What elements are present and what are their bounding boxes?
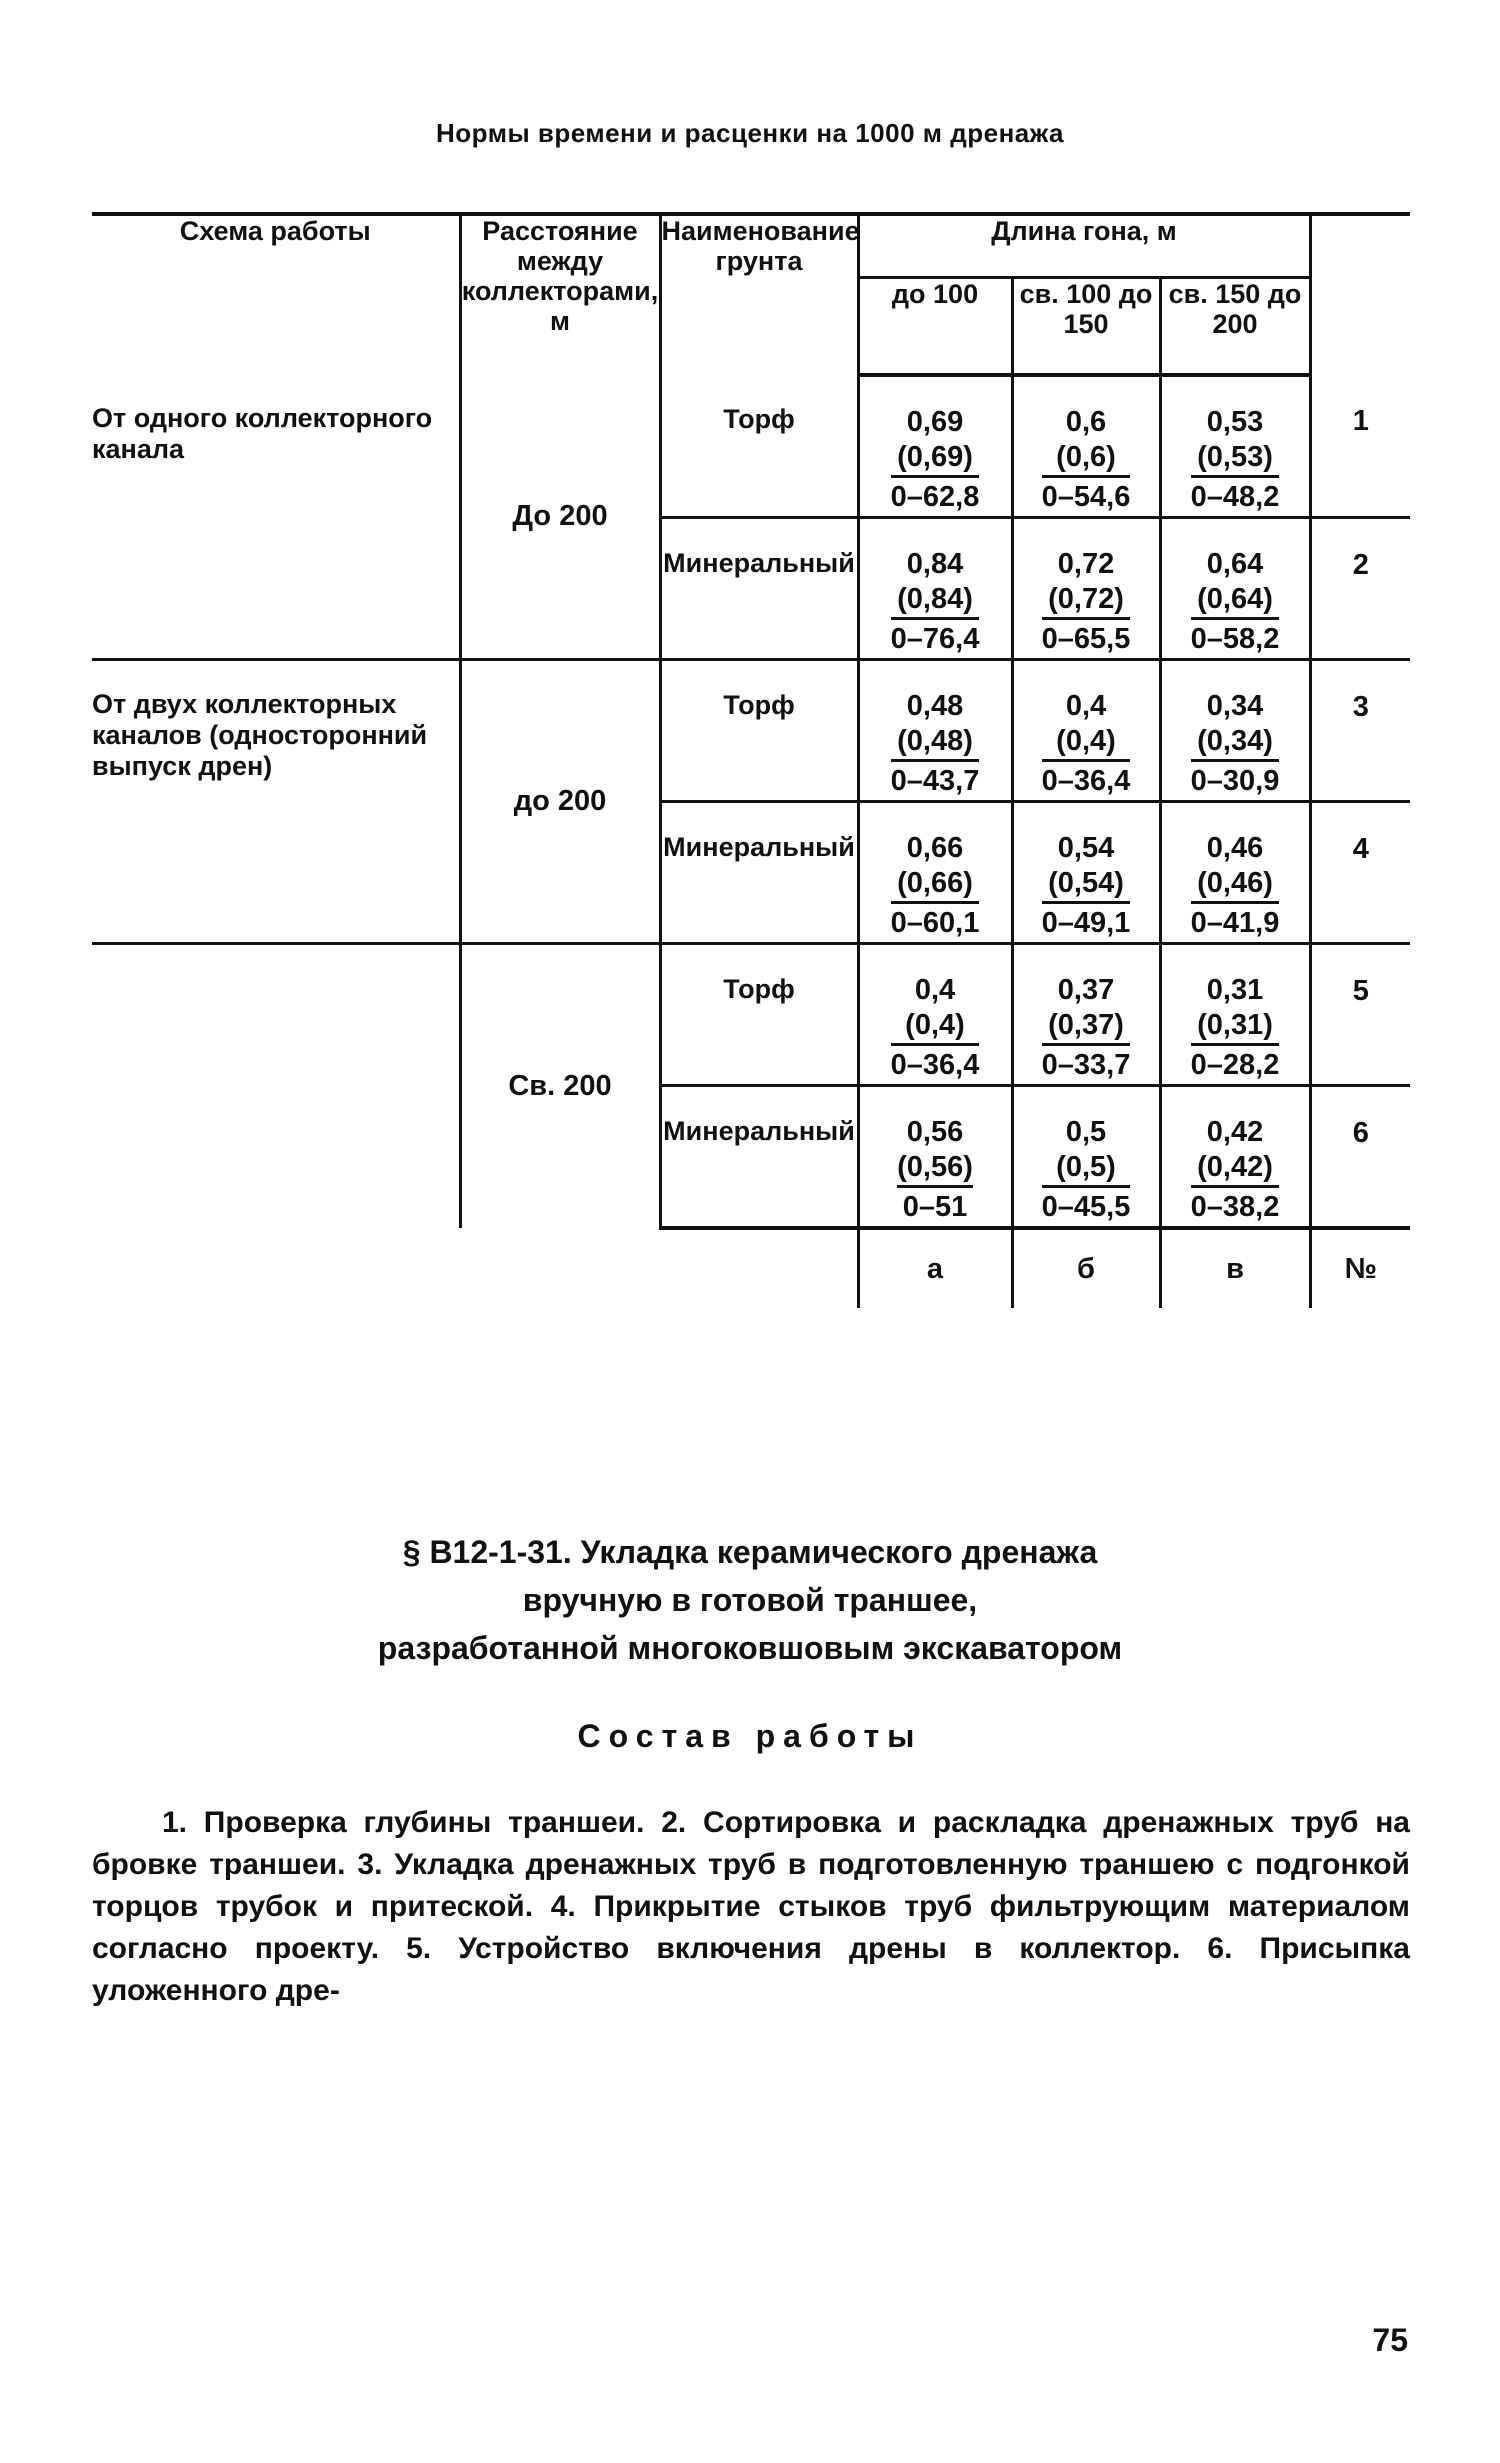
time-norm-alt: (0,42): [1191, 1151, 1280, 1188]
value-cell-c: [1160, 1086, 1310, 1229]
value-stack: [1042, 545, 1131, 658]
rate-value: 0–38,2: [1190, 1191, 1280, 1223]
time-norm-alt: (0,64): [1191, 583, 1280, 620]
value-stack: [1191, 971, 1280, 1084]
time-norm: 0,4: [1065, 690, 1107, 722]
table-row: [92, 375, 1410, 518]
value-stack: [1191, 687, 1280, 800]
rate-value: 0–54,6: [1041, 481, 1131, 513]
section-title-line: вручную в готовой траншее,: [522, 1582, 978, 1618]
scheme-cell: От двух коллекторных каналов (односторонний выпуск дрен): [92, 660, 460, 944]
time-norm-alt: (0,37): [1042, 1009, 1131, 1046]
row-number: 5: [1310, 944, 1410, 1086]
value-cell-a: [858, 375, 1012, 518]
time-norm-alt: (0,6): [1042, 441, 1131, 478]
value-cell-a: [858, 518, 1012, 660]
subtitle: Состав работы: [577, 1718, 923, 1754]
time-norm-alt: (0,56): [897, 1151, 973, 1188]
time-norm: 0,53: [1206, 406, 1264, 438]
norms-table-wrapper: [92, 212, 1410, 1308]
time-norm-alt: (0,84): [891, 583, 980, 620]
soil-cell: Минеральный: [660, 1086, 858, 1229]
rate-value: 0–36,4: [1041, 765, 1131, 797]
time-norm-alt: (0,46): [1191, 867, 1280, 904]
time-norm: 0,69: [906, 406, 964, 438]
header-soil: Наименование грунта: [660, 214, 858, 375]
value-cell-c: [1160, 518, 1310, 660]
soil-cell: Торф: [660, 660, 858, 802]
rate-value: 0–36,4: [890, 1049, 980, 1081]
value-cell-b: [1012, 802, 1160, 944]
time-norm: 0,37: [1057, 974, 1115, 1006]
footer-col-b: б: [1012, 1228, 1160, 1308]
header-col-a: до 100: [858, 278, 1012, 376]
time-norm-alt: (0,4): [1042, 725, 1131, 762]
value-cell-b: [1012, 375, 1160, 518]
rate-value: 0–62,8: [890, 481, 980, 513]
time-norm-alt: (0,31): [1191, 1009, 1280, 1046]
row-number: 6: [1310, 1086, 1410, 1229]
row-number: 1: [1310, 375, 1410, 518]
page-number: 75: [1372, 2322, 1408, 2358]
time-norm: 0,34: [1206, 690, 1264, 722]
value-cell-a: [858, 1086, 1012, 1229]
distance-cell: Св. 200: [460, 944, 660, 1229]
footer-col-c: в: [1160, 1228, 1310, 1308]
time-norm: 0,66: [906, 832, 964, 864]
value-cell-c: [1160, 944, 1310, 1086]
rate-value: 0–48,2: [1190, 481, 1280, 513]
rate-value: 0–51: [902, 1191, 968, 1223]
header-length-group: Длина гона, м: [858, 214, 1310, 278]
value-stack: [1191, 829, 1280, 942]
rate-value: 0–49,1: [1041, 907, 1131, 939]
time-norm-alt: (0,4): [891, 1009, 980, 1046]
scheme-cell: [92, 944, 460, 1229]
time-norm: 0,56: [906, 1116, 964, 1148]
value-cell-b: [1012, 1086, 1160, 1229]
table-body: [92, 375, 1410, 1228]
value-cell-c: [1160, 802, 1310, 944]
rate-value: 0–45,5: [1041, 1191, 1131, 1223]
soil-cell: Торф: [660, 375, 858, 518]
time-norm-alt: (0,5): [1042, 1151, 1131, 1188]
time-norm: 0,84: [906, 548, 964, 580]
rate-value: 0–41,9: [1190, 907, 1280, 939]
section-title-line: § В12-1-31. Укладка керамического дренажа: [402, 1534, 1098, 1570]
rate-value: 0–60,1: [890, 907, 980, 939]
rate-value: 0–58,2: [1190, 623, 1280, 655]
rate-value: 0–30,9: [1190, 765, 1280, 797]
time-norm: 0,72: [1057, 548, 1115, 580]
value-cell-c: [1160, 375, 1310, 518]
footer-num: №: [1310, 1228, 1410, 1308]
time-norm-alt: (0,53): [1191, 441, 1280, 478]
time-norm-alt: (0,34): [1191, 725, 1280, 762]
value-stack: [1042, 971, 1131, 1084]
value-stack: [1042, 829, 1131, 942]
distance-cell: до 200: [460, 660, 660, 944]
soil-cell: Торф: [660, 944, 858, 1086]
value-stack: [1042, 1113, 1131, 1226]
footer-empty: [92, 1228, 460, 1308]
header-distance: Расстояние между коллекторами, м: [460, 214, 660, 375]
rate-value: 0–33,7: [1041, 1049, 1131, 1081]
norms-table: [92, 212, 1410, 1308]
header-scheme: Схема работы: [92, 214, 460, 375]
rate-value: 0–28,2: [1190, 1049, 1280, 1081]
value-cell-c: [1160, 660, 1310, 802]
time-norm: 0,48: [906, 690, 964, 722]
value-stack: [891, 403, 980, 516]
value-stack: [891, 545, 980, 658]
time-norm-alt: (0,48): [891, 725, 980, 762]
footer-row: [92, 1228, 1410, 1308]
value-cell-b: [1012, 518, 1160, 660]
time-norm-alt: (0,66): [891, 867, 980, 904]
row-number: 3: [1310, 660, 1410, 802]
row-number: 2: [1310, 518, 1410, 660]
footer-col-a: а: [858, 1228, 1012, 1308]
value-cell-a: [858, 802, 1012, 944]
value-stack: [1191, 545, 1280, 658]
value-cell-a: [858, 944, 1012, 1086]
time-norm: 0,4: [914, 974, 956, 1006]
value-stack: [891, 687, 980, 800]
rate-value: 0–65,5: [1041, 623, 1131, 655]
table-row: [92, 944, 1410, 1086]
value-stack: [1042, 403, 1131, 516]
time-norm-alt: (0,69): [891, 441, 980, 478]
time-norm-alt: (0,72): [1042, 583, 1131, 620]
value-stack: [891, 971, 980, 1084]
time-norm: 0,5: [1065, 1116, 1107, 1148]
header-col-c: св. 150 до 200: [1160, 278, 1310, 376]
table-row: [92, 660, 1410, 802]
value-stack: [1191, 403, 1280, 516]
time-norm: 0,42: [1206, 1116, 1264, 1148]
time-norm: 0,64: [1206, 548, 1264, 580]
row-number: 4: [1310, 802, 1410, 944]
value-stack: [1042, 687, 1131, 800]
time-norm: 0,46: [1206, 832, 1264, 864]
rate-value: 0–43,7: [890, 765, 980, 797]
header-col-b: св. 100 до 150: [1012, 278, 1160, 376]
footer-empty: [460, 1228, 660, 1308]
section-title: [0, 1528, 1500, 1672]
distance-cell: До 200: [460, 375, 660, 660]
value-cell-b: [1012, 660, 1160, 802]
page-title: Нормы времени и расценки на 1000 м дренажа: [436, 118, 1064, 148]
scheme-cell: От одного коллекторного канала: [92, 403, 433, 464]
value-cell-a: [858, 660, 1012, 802]
time-norm: 0,31: [1206, 974, 1264, 1006]
soil-cell: Минеральный: [660, 518, 858, 660]
time-norm: 0,6: [1065, 406, 1107, 438]
value-stack: [897, 1113, 973, 1226]
value-stack: [891, 829, 980, 942]
value-stack: [1191, 1113, 1280, 1226]
time-norm: 0,54: [1057, 832, 1115, 864]
rate-value: 0–76,4: [890, 623, 980, 655]
time-norm-alt: (0,54): [1042, 867, 1131, 904]
footer-empty: [660, 1228, 858, 1308]
body-text: 1. Проверка глубины траншеи. 2. Сортировка и раскладка дренажных труб на бровке траншеи. 3. Укладка дренажных труб в подготовленную траншею с подгонкой торцов трубок и притеской. 4. Прикрытие стыков труб фильтрующим материалом согласно проекту. 5. Устройство включения дрены в коллектор. 6. Присыпка уложенного дре-: [92, 1806, 1410, 2007]
soil-cell: Минеральный: [660, 802, 858, 944]
header-num-empty: [1310, 214, 1410, 375]
value-cell-b: [1012, 944, 1160, 1086]
section-title-line: разработанной многоковшовым экскаватором: [377, 1630, 1123, 1666]
